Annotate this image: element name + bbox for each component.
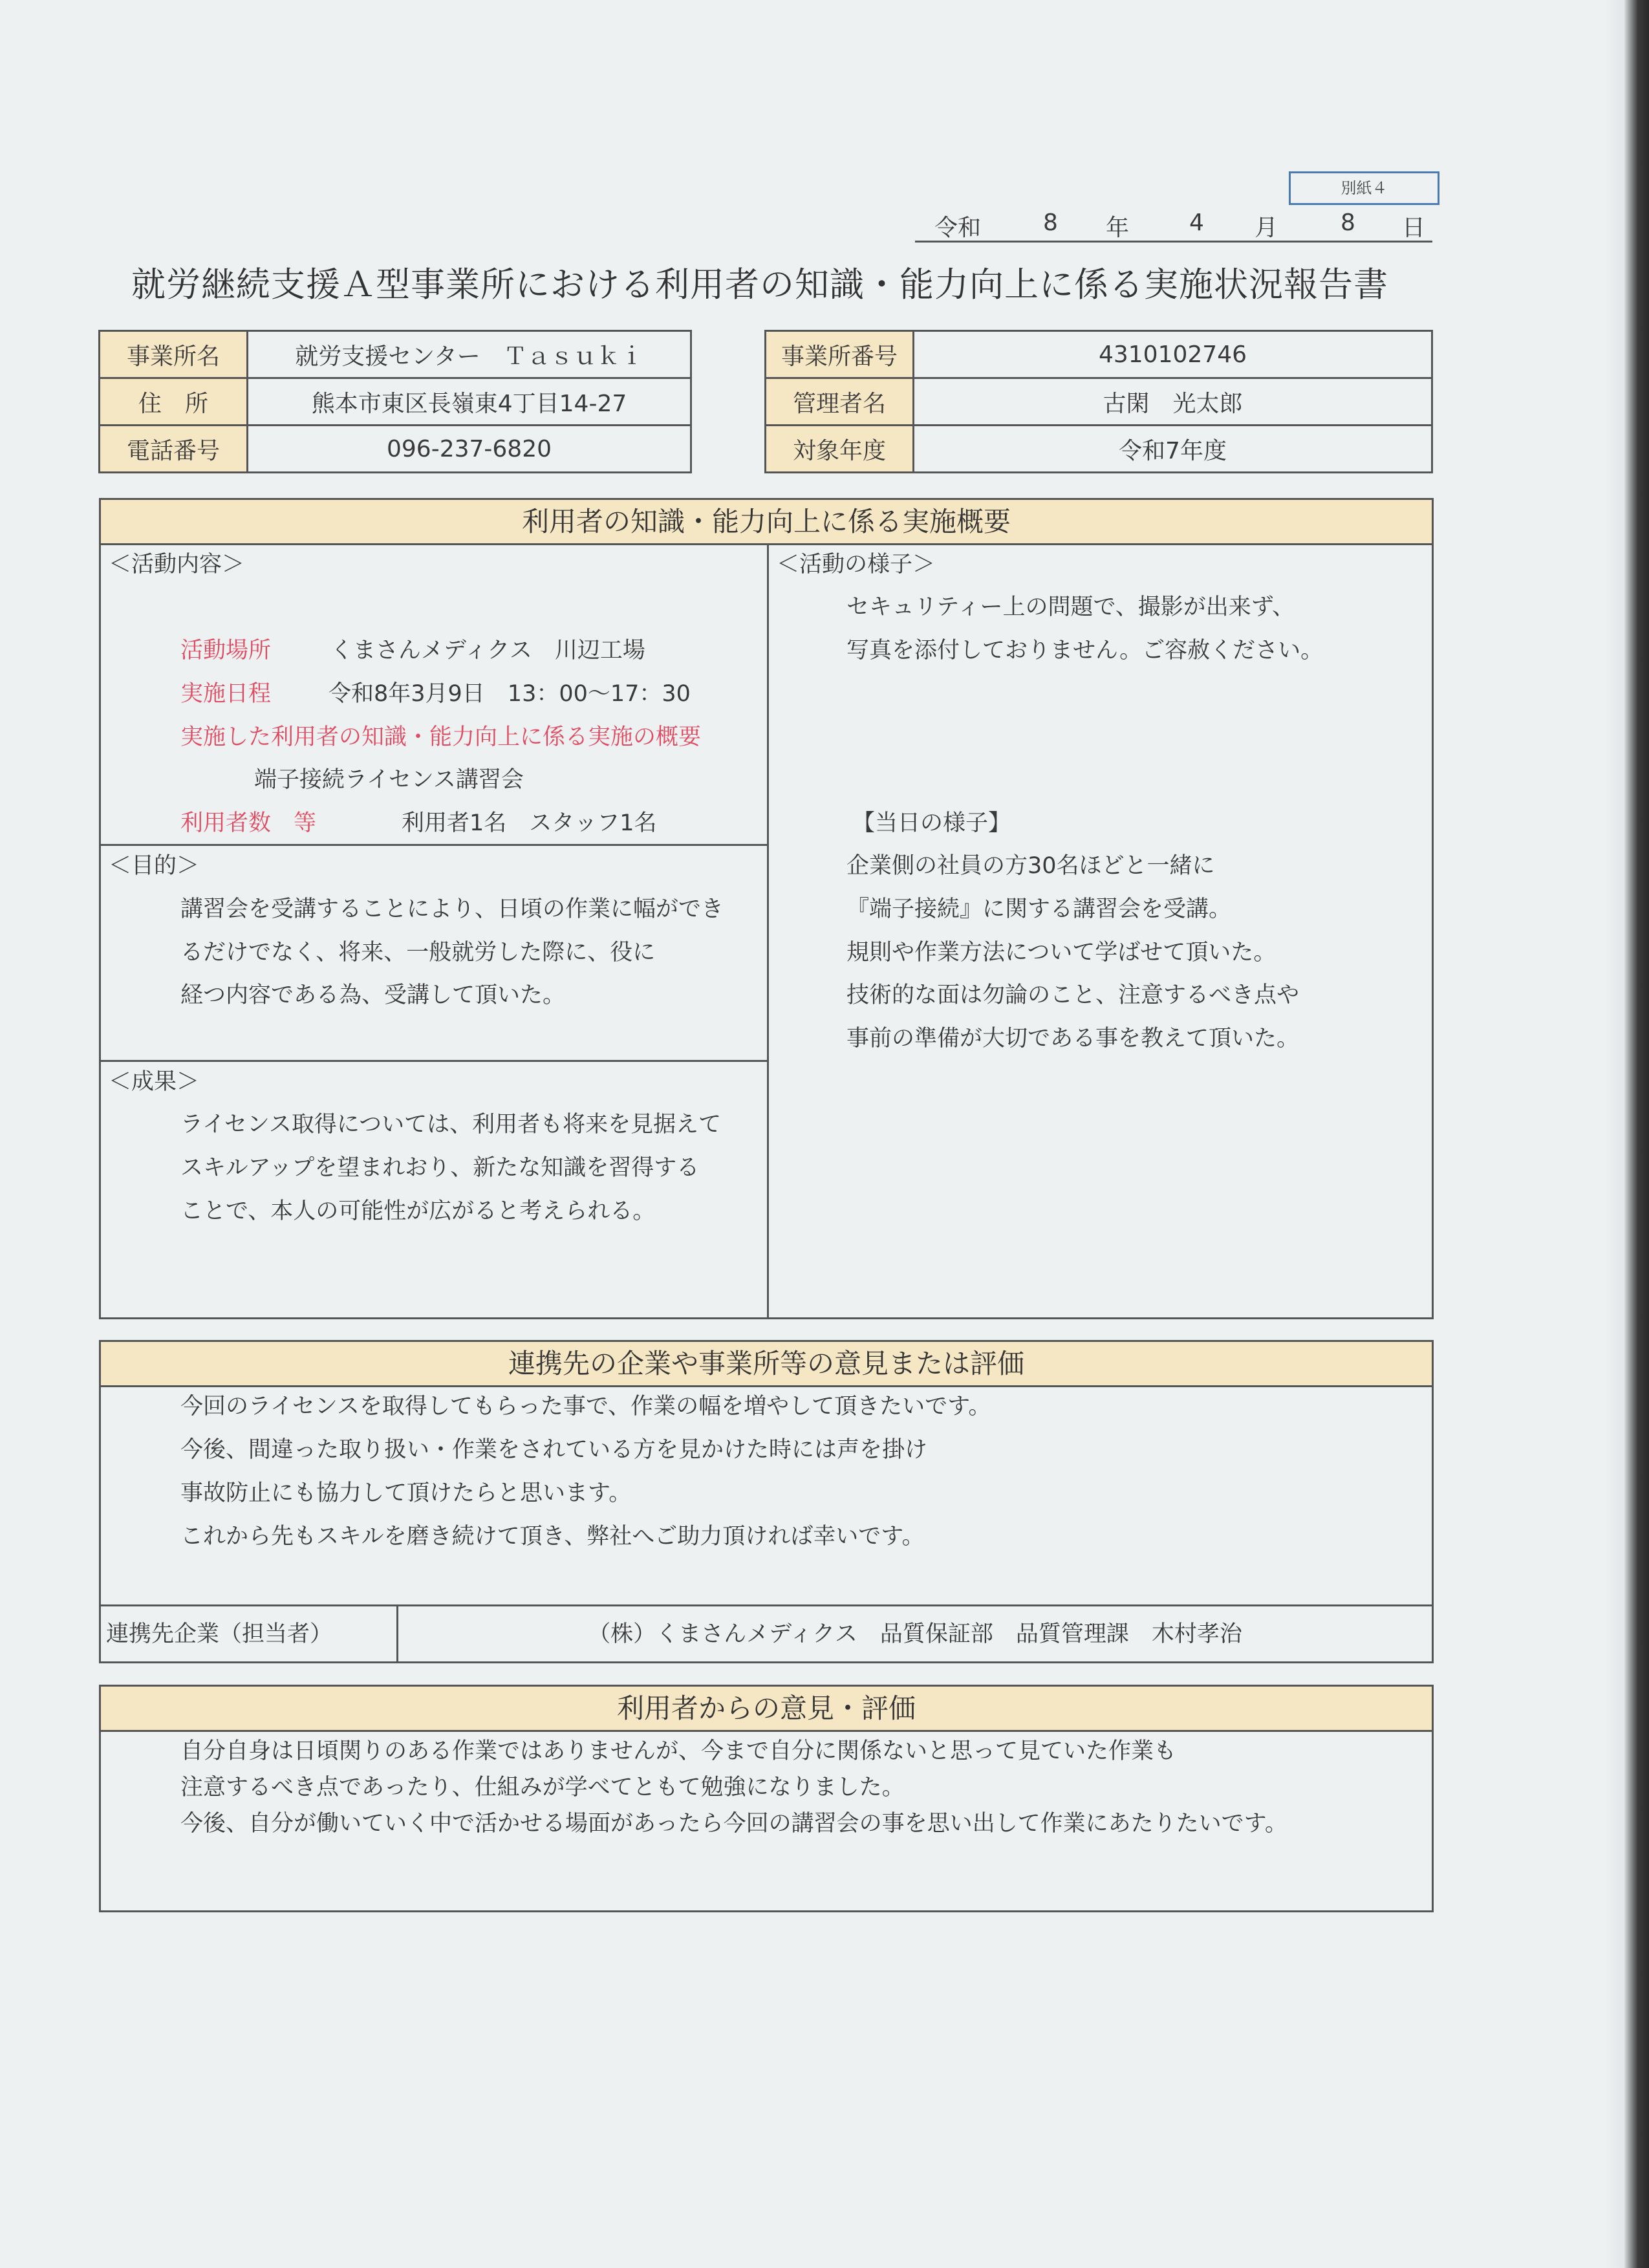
partner-opinion-line: 今回のライセンスを取得してもらった事で、作業の幅を増やして頂きたいです。 [180, 1394, 991, 1420]
purpose-heading: ＜目的＞ [109, 853, 200, 879]
date-era: 令和 [934, 215, 982, 241]
day-line: 事前の準備が大切である事を教えて頂いた。 [846, 1026, 1300, 1052]
purpose-divider [101, 844, 768, 846]
phone-value: 096-237-6820 [248, 426, 691, 473]
address-label: 住 所 [100, 378, 248, 426]
page-title: 就労継続支援Ａ型事業所における利用者の知識・能力向上に係る実施状況報告書 [131, 265, 1388, 305]
date-year-unit: 年 [1106, 215, 1130, 241]
phone-label: 電話番号 [100, 426, 248, 473]
date-month: 4 [1189, 210, 1204, 236]
overview-header: 利用者の知識・能力向上に係る実施概要 [101, 500, 1432, 545]
office-number-value: 4310102746 [914, 331, 1432, 378]
participants-label: 利用者数 等 [180, 810, 317, 836]
date-year: 8 [1043, 210, 1058, 236]
schedule-label: 実施日程 [180, 681, 272, 707]
contact-label: 連携先企業（担当者） [106, 1621, 333, 1647]
fiscal-year-label: 対象年度 [766, 426, 914, 473]
contact-divider [101, 1604, 1432, 1606]
result-heading: ＜成果＞ [109, 1069, 200, 1095]
day-line: 『端子接続』に関する講習会を受講。 [846, 896, 1232, 922]
date-day-unit: 日 [1402, 215, 1426, 241]
page-shadow [1605, 0, 1624, 2268]
office-name-label: 事業所名 [100, 331, 248, 378]
office-name-value: 就労支援センター Ｔａｓｕｋｉ [248, 331, 691, 378]
manager-value: 古閑 光太郎 [914, 378, 1432, 426]
place-label: 活動場所 [180, 638, 272, 664]
user-opinion-line: 今後、自分が働いていく中で活かせる場面があったら今回の講習会の事を思い出して作業にあたりたいです。 [180, 1811, 1288, 1837]
partner-opinion-line: 事故防止にも協力して頂けたらと思います。 [180, 1480, 632, 1506]
day-heading: 【当日の様子】 [852, 810, 1011, 836]
purpose-line: 経つ内容である為、受講して頂いた。 [180, 982, 566, 1008]
page-edge [1624, 0, 1649, 2268]
purpose-line: るだけでなく、将来、一般就労した際に、役に [180, 940, 656, 966]
report-date [915, 206, 1432, 243]
partner-opinion-header: 連携先の企業や事業所等の意見または評価 [101, 1342, 1432, 1387]
scene-heading: ＜活動の様子＞ [777, 552, 936, 578]
scene-note-line: セキュリティー上の問題で、撮影が出来ず、 [846, 594, 1295, 620]
summary-value: 端子接続ライセンス講習会 [254, 767, 524, 793]
result-line: スキルアップを望まれおり、新たな知識を習得する [180, 1155, 700, 1181]
place-value: くまさんメディクス 川辺工場 [330, 638, 645, 664]
manager-label: 管理者名 [766, 378, 914, 426]
overview-section [99, 498, 1434, 1319]
attachment-label: 別紙４ [1289, 171, 1439, 205]
date-month-unit: 月 [1255, 215, 1278, 241]
contact-value: （株）くまさんメディクス 品質保証部 品質管理課 木村孝治 [588, 1621, 1242, 1647]
partner-opinion-section [99, 1340, 1434, 1663]
day-line: 企業側の社員の方30名ほどと一緒に [846, 853, 1215, 879]
partner-opinion-line: これから先もスキルを磨き続けて頂き、弊社へご助力頂ければ幸いです。 [180, 1524, 925, 1550]
activity-heading: ＜活動内容＞ [109, 552, 245, 578]
user-opinion-line: 注意するべき点であったり、仕組みが学べてともて勉強になりました。 [180, 1775, 905, 1800]
office-number-label: 事業所番号 [766, 331, 914, 378]
address-value: 熊本市東区長嶺東4丁目14-27 [248, 378, 691, 426]
result-line: ことで、本人の可能性が広がると考えられる。 [180, 1198, 656, 1224]
purpose-line: 講習会を受講することにより、日頃の作業に幅ができ [180, 896, 724, 922]
result-divider [101, 1060, 768, 1062]
schedule-value: 令和8年3月9日 13：00～17：30 [329, 681, 691, 707]
overview-divider [767, 543, 769, 1319]
summary-label: 実施した利用者の知識・能力向上に係る実施の概要 [180, 724, 702, 750]
fiscal-year-value: 令和7年度 [914, 426, 1432, 473]
user-opinion-line: 自分自身は日頃関りのある作業ではありませんが、今まで自分に関係ないと思って見ていた作業も [180, 1738, 1177, 1764]
scene-note-line: 写真を添付しておりません。ご容赦ください。 [846, 638, 1324, 664]
office-info-right [764, 330, 1433, 473]
result-line: ライセンス取得については、利用者も将来を見据えて [180, 1112, 722, 1138]
office-info-left [98, 330, 692, 473]
participants-value: 利用者1名 スタッフ1名 [402, 810, 657, 836]
day-line: 技術的な面は勿論のこと、注意するべき点や [846, 982, 1300, 1008]
user-opinion-header: 利用者からの意見・評価 [101, 1687, 1432, 1732]
partner-opinion-line: 今後、間違った取り扱い・作業をされている方を見かけた時には声を掛け [180, 1437, 928, 1463]
day-line: 規則や作業方法について学ばせて頂いた。 [846, 940, 1277, 966]
user-opinion-section [99, 1685, 1434, 1912]
date-day: 8 [1341, 210, 1355, 236]
